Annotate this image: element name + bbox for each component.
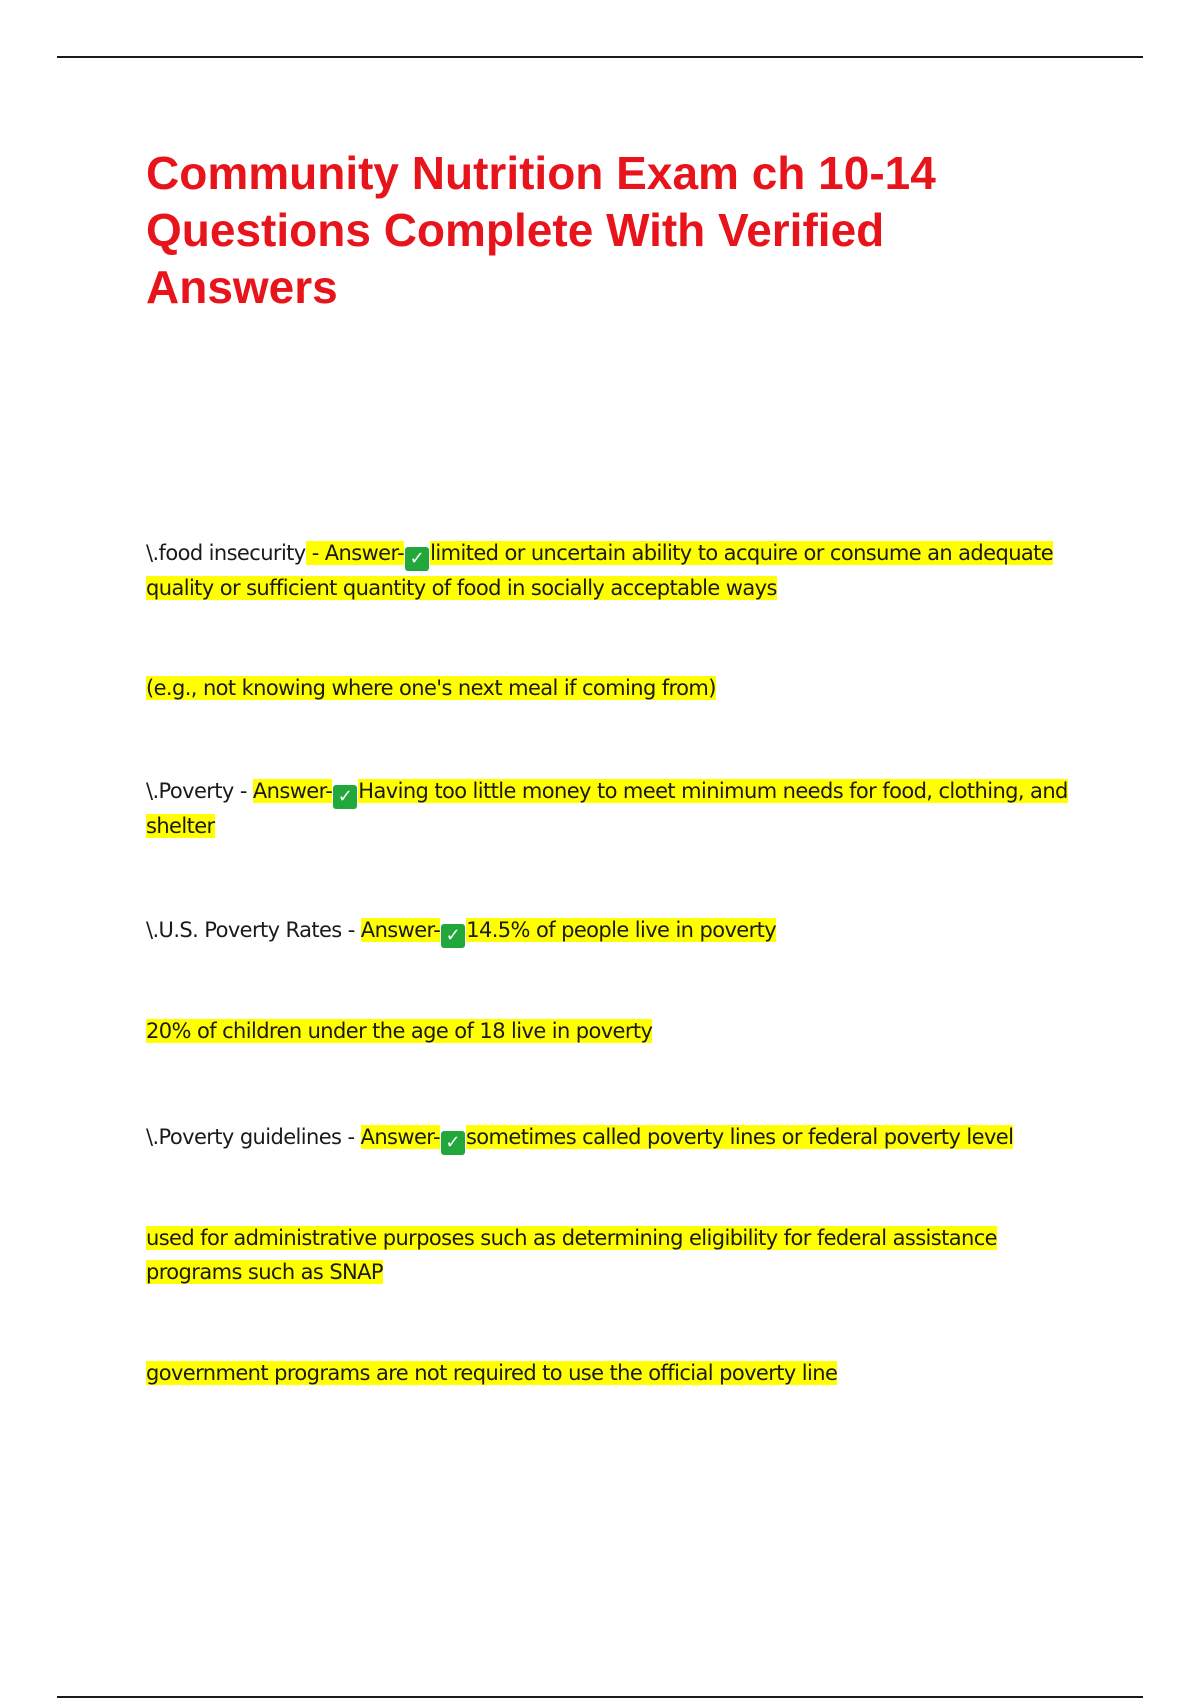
answer-text: sometimes called poverty lines or federal poverty level (465, 1125, 1014, 1149)
qa-note (146, 1221, 1086, 1289)
qa-note (146, 671, 1086, 705)
header-rule (57, 56, 1143, 58)
answer-text: Having too little money to meet minimum needs for food, clothing, and shelter (146, 779, 1068, 838)
answer-note: used for administrative purposes such as determining eligibility for federal assistance programs such as SNAP (146, 1226, 997, 1284)
check-mark-icon: ✓ (333, 785, 357, 809)
qa-entry-poverty-guidelines (146, 1120, 1086, 1155)
answer-prefix: Answer- (360, 1125, 440, 1149)
term-separator: - (233, 779, 253, 803)
question-term: \.U.S. Poverty Rates (146, 918, 342, 942)
term-separator: - (341, 1125, 361, 1149)
question-term: \.food insecurity (146, 541, 306, 565)
answer-note: (e.g., not knowing where one's next meal if coming from) (146, 676, 716, 700)
answer-note: government programs are not required to use the official poverty line (146, 1361, 838, 1385)
answer-prefix: Answer- (252, 779, 333, 803)
check-mark-icon: ✓ (441, 1131, 465, 1155)
check-mark-icon: ✓ (405, 547, 429, 571)
question-term: \.Poverty guidelines (146, 1125, 342, 1149)
document-title: Community Nutrition Exam ch 10-14 Questions Complete With Verified Answers (146, 147, 936, 313)
answer-prefix: - Answer- (305, 541, 405, 565)
answer-note: 20% of children under the age of 18 live in poverty (146, 1019, 653, 1043)
qa-note (146, 1014, 1086, 1048)
term-separator: - (341, 918, 361, 942)
check-mark-icon: ✓ (441, 924, 465, 948)
question-term: \.Poverty (146, 779, 234, 803)
qa-note (146, 1356, 1086, 1390)
footer-rule (57, 1696, 1143, 1698)
qa-entry-food-insecurity (146, 536, 1086, 605)
answer-text: 14.5% of people live in poverty (466, 918, 777, 942)
answer-prefix: Answer- (360, 918, 441, 942)
answer-text: limited or uncertain ability to acquire or consume an adequate quality or sufficient quantity of food in socially acceptable ways (146, 541, 1054, 600)
qa-entry-poverty (146, 774, 1086, 843)
qa-entry-us-poverty-rates (146, 913, 1086, 948)
